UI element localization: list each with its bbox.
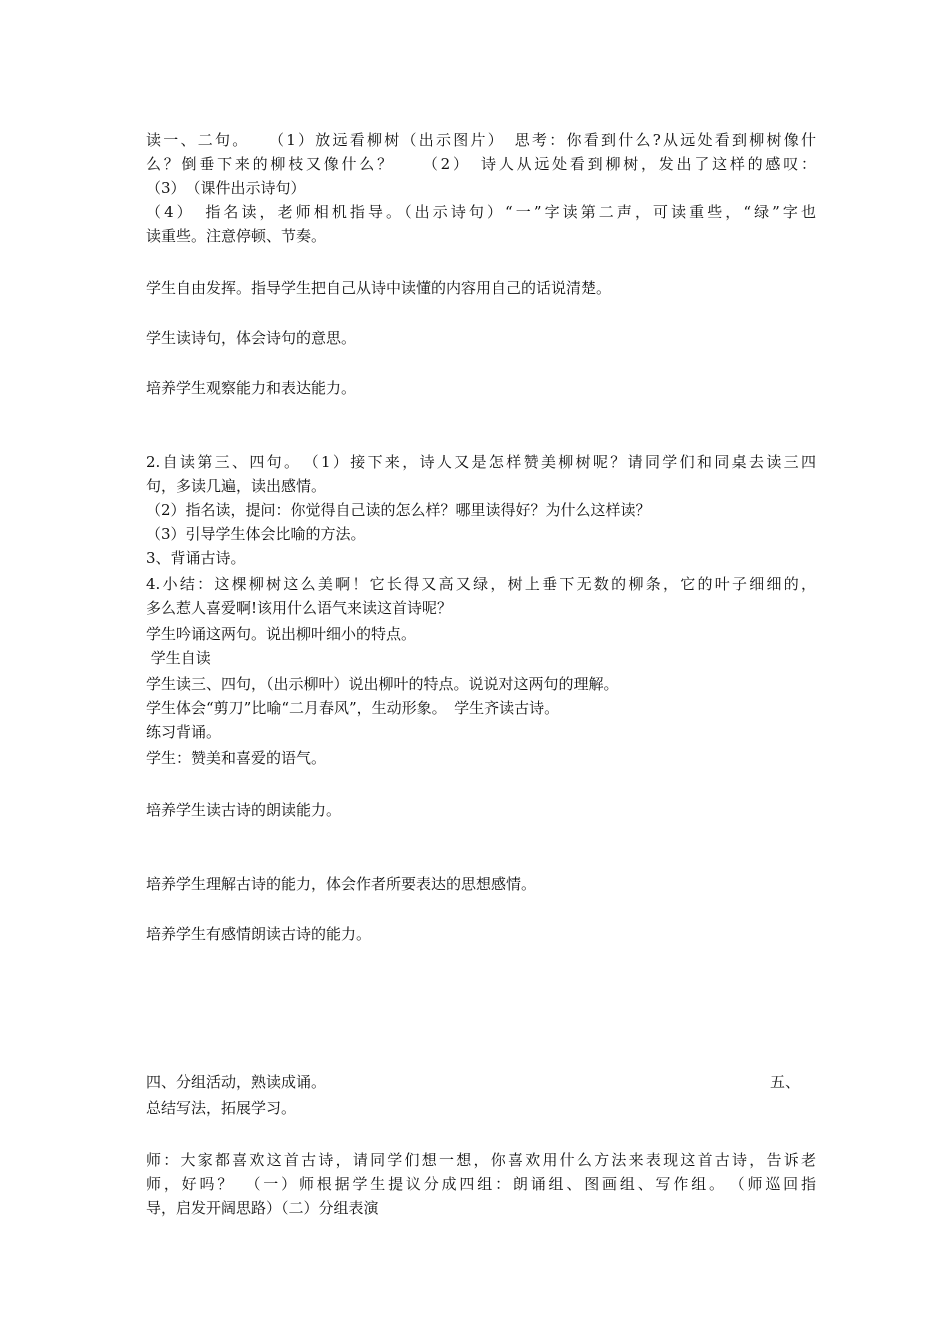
paragraph-line: 导，启发开阔思路）（二）分组表演 — [146, 1199, 379, 1217]
paragraph-line: 学生体会“剪刀”比喻“二月春风”，生动形象。 学生齐读古诗。 — [146, 699, 560, 717]
note-line: 学生自由发挥。指导学生把自己从诗中读懂的内容用自己的话说清楚。 — [146, 279, 612, 297]
paragraph-line: 4.小结：这棵柳树这么美啊！它长得又高又绿，树上垂下无数的柳条，它的叶子细细的， — [146, 575, 816, 593]
paragraph-line: 3、背诵古诗。 — [146, 549, 246, 567]
paragraph-line: 学生吟诵这两句。说出柳叶细小的特点。 — [146, 625, 417, 643]
paragraph-line: （3） （课件出示诗句） — [146, 179, 306, 197]
paragraph-line: （4） 指名读，老师相机指导。（出示诗句）“一”字读第二声，可读重些，“绿”字也 — [146, 203, 816, 221]
paragraph-line: 句，多读几遍，读出感情。 — [146, 477, 327, 495]
paragraph-line: 学生：赞美和喜爱的语气。 — [146, 749, 327, 767]
section-heading: 四、分组活动，熟读成诵。 — [146, 1073, 327, 1091]
paragraph-line: 学生自读 — [146, 649, 211, 667]
paragraph-line: 么？倒垂下来的柳枝又像什么？ （2） 诗人从远处看到柳树，发出了这样的感叹： — [146, 155, 816, 173]
paragraph-line: 2.自读第三、四句。 （1）接下来，诗人又是怎样赞美柳树呢？请同学们和同桌去读三四 — [146, 453, 816, 471]
paragraph-line: （2）指名读，提问：你觉得自己读的怎么样？哪里读得好？为什么这样读？ — [146, 501, 651, 519]
paragraph-line: （3）引导学生体会比喻的方法。 — [146, 525, 366, 543]
section-number: 五、 — [770, 1073, 801, 1091]
note-line: 培养学生观察能力和表达能力。 — [146, 379, 357, 397]
paragraph-line: 读重些。注意停顿、节奏。 — [146, 227, 327, 245]
paragraph-line: 读一、二句。 （1）放远看柳树（出示图片） 思考：你看到什么?从远处看到柳树像什 — [146, 131, 816, 149]
note-line: 培养学生理解古诗的能力，体会作者所要表达的思想感情。 — [146, 875, 537, 893]
note-line: 培养学生有感情朗读古诗的能力。 — [146, 925, 372, 943]
note-line: 培养学生读古诗的朗读能力。 — [146, 801, 342, 819]
section-heading-continued: 总结写法，拓展学习。 — [146, 1099, 297, 1117]
note-line: 学生读诗句，体会诗句的意思。 — [146, 329, 357, 347]
paragraph-line: 练习背诵。 — [146, 723, 222, 741]
paragraph-line: 师：大家都喜欢这首古诗，请同学们想一想，你喜欢用什么方法来表现这首古诗，告诉老 — [146, 1151, 816, 1169]
paragraph-line: 师，好吗？ （一）师根据学生提议分成四组：朗诵组、图画组、写作组。 （师巡回指 — [146, 1175, 816, 1193]
paragraph-line: 学生读三、四句，（出示柳叶）说出柳叶的特点。说说对这两句的理解。 — [146, 675, 619, 693]
paragraph-line: 多么惹人喜爱啊!该用什么语气来读这首诗呢？ — [146, 599, 453, 617]
